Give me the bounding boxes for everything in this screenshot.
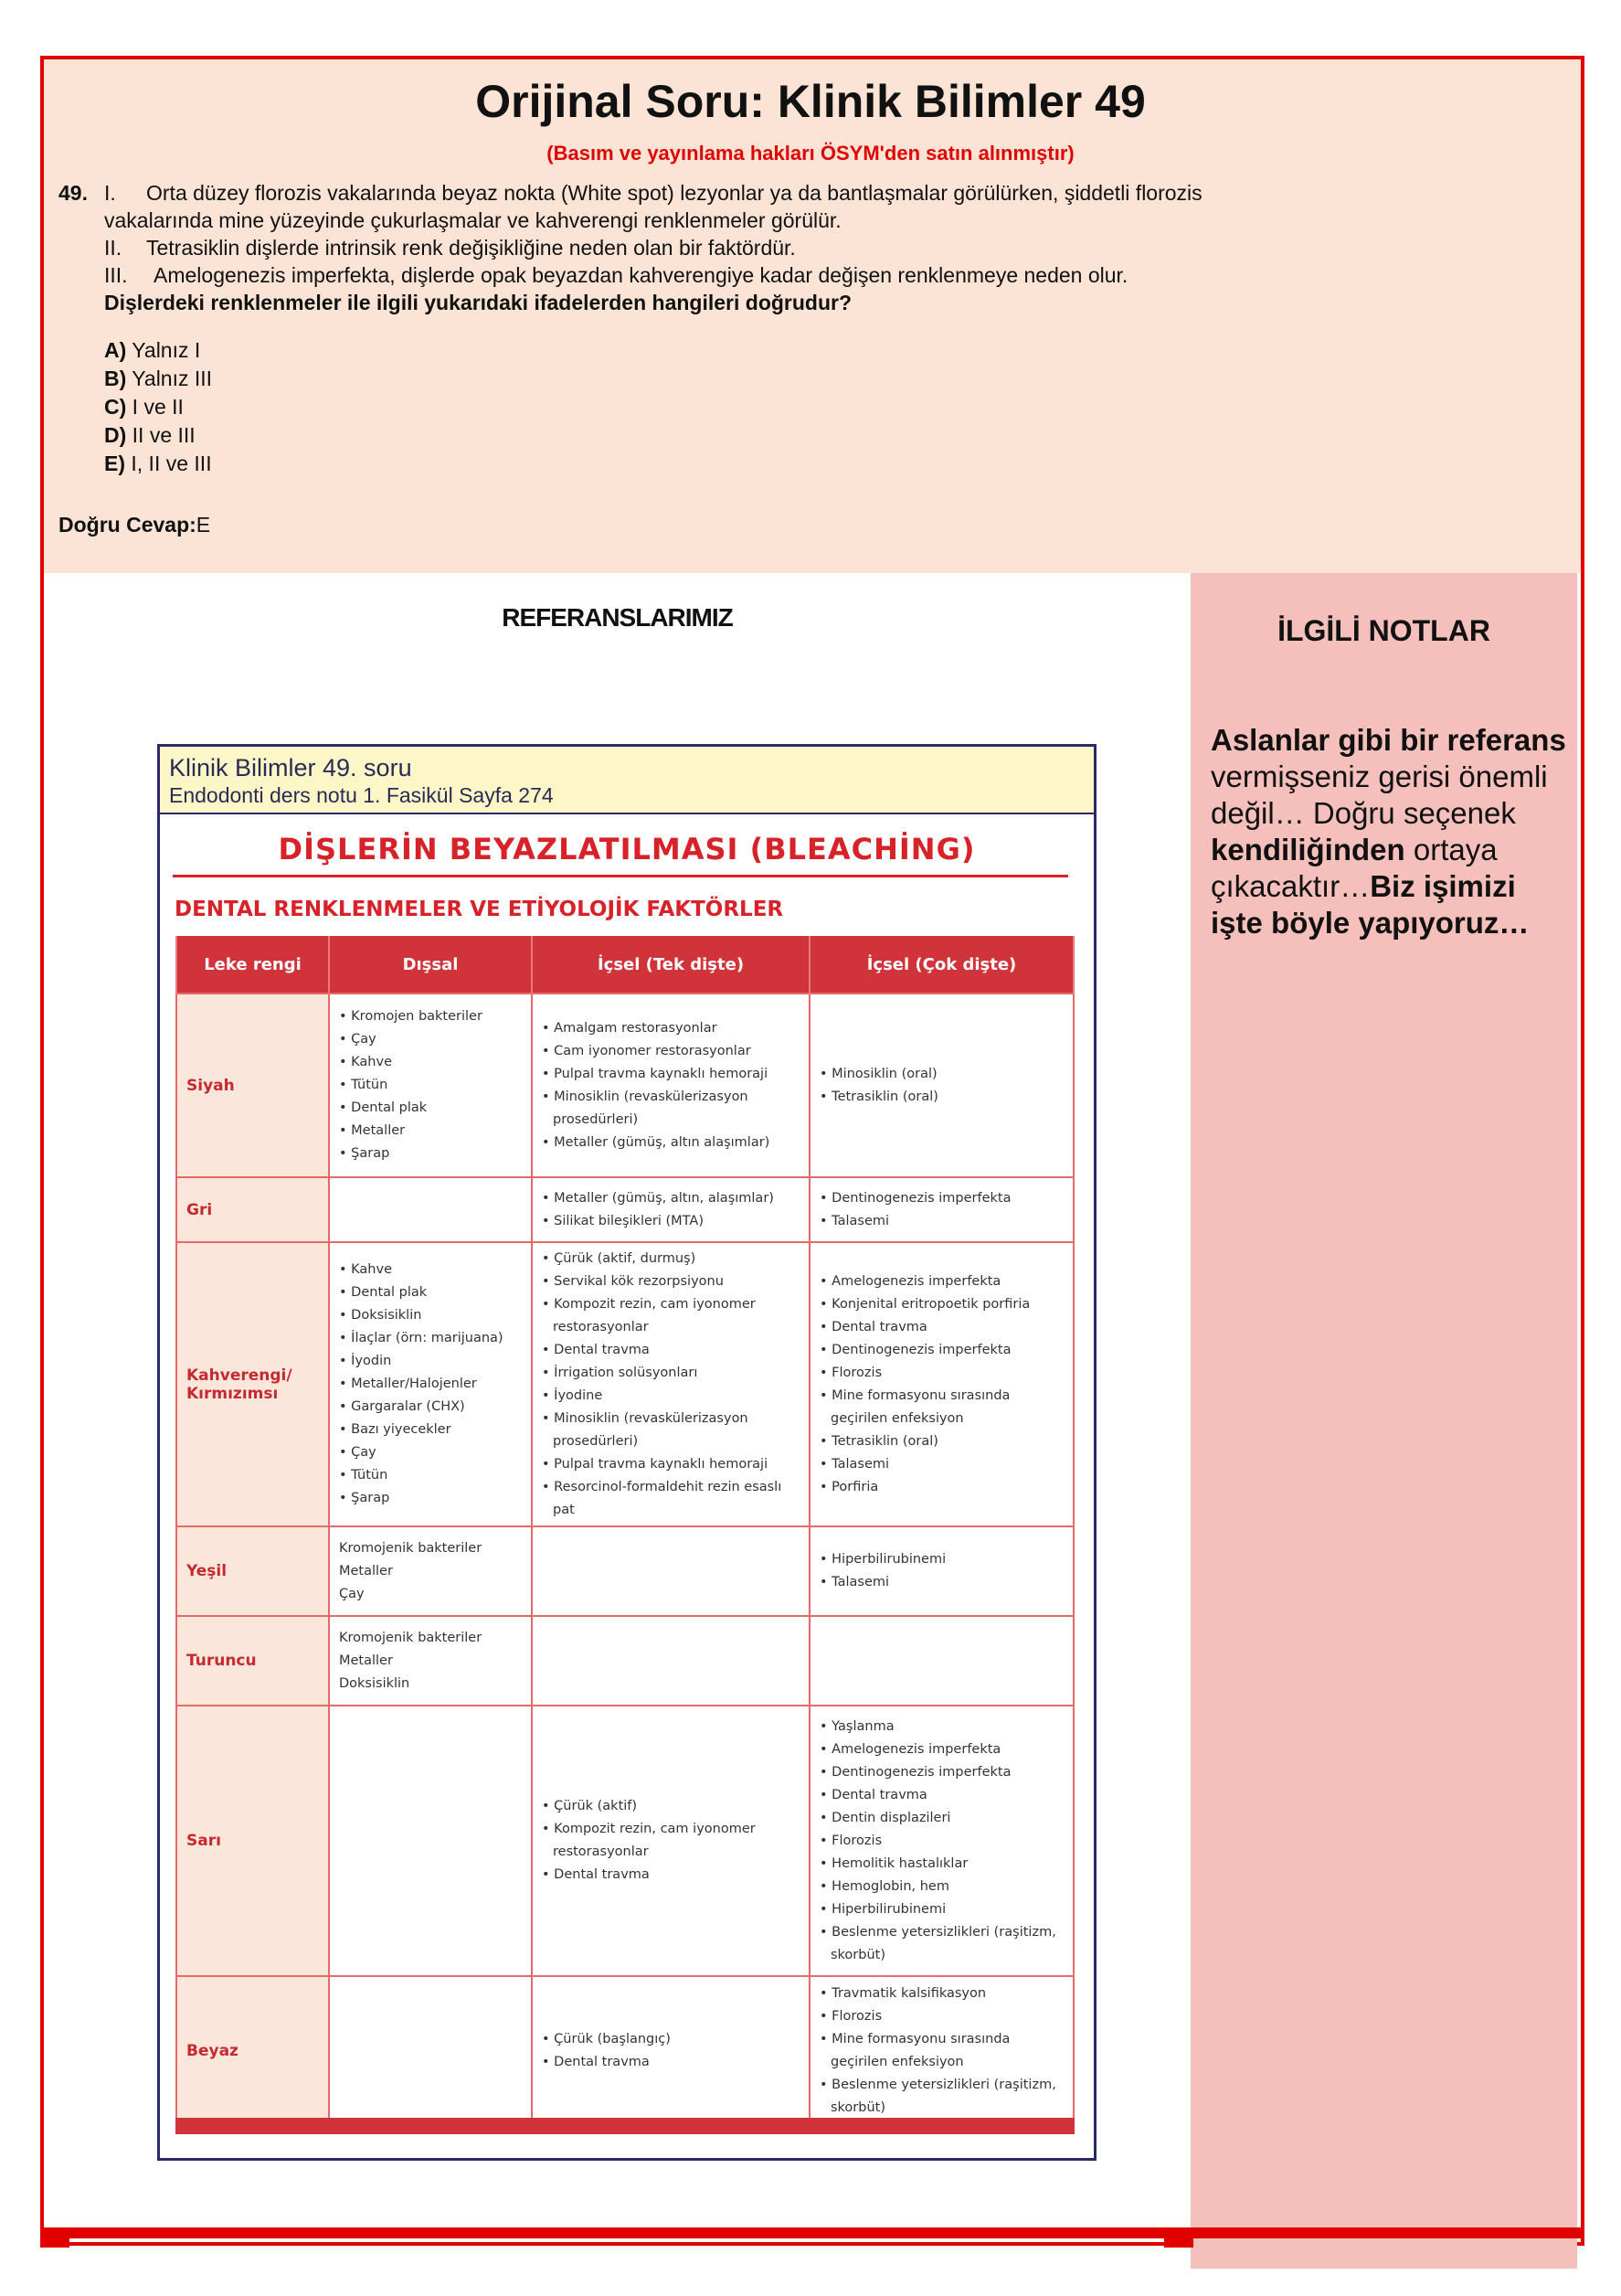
list-item: • Servikal kök rezorpsiyonu [542, 1270, 800, 1293]
list-item: • Çürük (aktif, durmuş) [542, 1248, 800, 1270]
table-cell [532, 1706, 810, 1976]
table-row [176, 994, 1074, 1177]
list-item: • Hemolitik hastalıklar [820, 1853, 1064, 1876]
list-item: • Dental travma [542, 2051, 800, 2074]
reference-card [157, 744, 1097, 2161]
list-item: • Şarap [339, 1143, 522, 1165]
list-item: • Minosiklin (oral) [820, 1063, 1064, 1086]
list-item: • Hiperbilirubinemi [820, 1898, 1064, 1921]
list-item: • Minosiklin (revaskülerizasyon prosedürleri) [542, 1408, 800, 1453]
list-item: • Tütün [339, 1464, 522, 1487]
stain-table [175, 936, 1075, 2126]
list-item: • Cam iyonomer restorasyonlar [542, 1040, 800, 1063]
list-item: • Talasemi [820, 1453, 1064, 1476]
stain-color-cell: Yeşil [176, 1526, 329, 1616]
list-item: Metaller [339, 1563, 393, 1578]
column-header: İçsel (Çok dişte) [810, 936, 1074, 994]
list-item: • İrrigation solüsyonları [542, 1362, 800, 1385]
page-bottom-bar [40, 2227, 1581, 2238]
statement-text: Tetrasiklin dişlerde intrinsik renk değişikliğine neden olan bir faktördür. [146, 236, 796, 260]
list-item: Kromojenik bakteriler [339, 1630, 482, 1645]
stain-color-cell: Sarı [176, 1706, 329, 1976]
list-item: • Porfiria [820, 1476, 1064, 1499]
list-item: • Metaller/Halojenler [339, 1373, 522, 1396]
list-item: • Beslenme yetersizlikleri (raşitizm, skorbüt) [820, 2074, 1064, 2120]
list-item: • Beslenme yetersizlikleri (raşitizm, skorbüt) [820, 1921, 1064, 1967]
list-item: • İyodine [542, 1385, 800, 1408]
list-item: • Dentinogenezis imperfekta [820, 1339, 1064, 1362]
divider [173, 875, 1068, 877]
table-cell [532, 994, 810, 1177]
table-cell [810, 1706, 1074, 1976]
list-item: • Tütün [339, 1074, 522, 1097]
list-item: Çay [339, 1586, 365, 1601]
list-item: • Kompozit rezin, cam iyonomer restorasyonlar [542, 1818, 800, 1864]
statement-text: vakalarında mine yüzeyinde çukurlaşmalar ve kahverengi renklenmeler görülür. [104, 208, 842, 232]
table-footer-bar [175, 2118, 1075, 2134]
list-item: • Florozis [820, 1830, 1064, 1853]
reference-card-section: DENTAL RENKLENMELER VE ETİYOLOJİK FAKTÖRLER [175, 898, 784, 921]
column-header: Dışsal [329, 936, 532, 994]
list-item: • Mine formasyonu sırasında geçirilen enfeksiyon [820, 2028, 1064, 2074]
list-item: • Doksisiklin [339, 1304, 522, 1327]
list-item: • Kahve [339, 1259, 522, 1281]
table-row [176, 1616, 1074, 1706]
table-cell [532, 1177, 810, 1242]
stain-color-cell: Kahverengi/ Kırmızımsı [176, 1242, 329, 1526]
table-cell [810, 1242, 1074, 1526]
list-item: • Gargaralar (CHX) [339, 1396, 522, 1419]
stain-color-cell: Turuncu [176, 1616, 329, 1706]
list-item: • Resorcinol-formaldehit rezin esaslı pat [542, 1476, 800, 1522]
list-item: • Metaller (gümüş, altın alaşımlar) [542, 1132, 800, 1154]
table-cell [810, 1616, 1074, 1706]
list-item: • Kahve [339, 1051, 522, 1074]
column-header: İçsel (Tek dişte) [532, 936, 810, 994]
list-item: • Şarap [339, 1487, 522, 1510]
answer-options [104, 336, 212, 478]
reference-card-header [160, 747, 1094, 814]
copyright-notice: (Basım ve yayınlama hakları ÖSYM'den satın alınmıştır) [546, 142, 1075, 165]
list-item: • Dentinogenezis imperfekta [820, 1187, 1064, 1210]
list-item: • Florozis [820, 1362, 1064, 1385]
table-cell [329, 1526, 532, 1616]
list-item: • İlaçlar (örn: marijuana) [339, 1327, 522, 1350]
references-title: REFERANSLARIMIZ [502, 603, 733, 632]
list-item: • Dentinogenezis imperfekta [820, 1761, 1064, 1784]
list-item: • Silikat bileşikleri (MTA) [542, 1210, 800, 1233]
table-cell [532, 1242, 810, 1526]
statement-text: Orta düzey florozis vakalarında beyaz nokta (White spot) lezyonlar ya da bantlaşmalar görülürken, şiddetli florozis [146, 181, 1203, 205]
list-item: • Talasemi [820, 1210, 1064, 1233]
table-row [176, 1526, 1074, 1616]
list-item: • Çürük (başlangıç) [542, 2028, 800, 2051]
table-cell [329, 1706, 532, 1976]
stain-color-cell: Gri [176, 1177, 329, 1242]
option-a: A) Yalnız I [104, 338, 201, 362]
option-b: B) Yalnız III [104, 367, 213, 390]
table-cell [810, 1526, 1074, 1616]
table-cell [329, 1242, 532, 1526]
list-item: • Amelogenezis imperfekta [820, 1738, 1064, 1761]
statement-roman: I. [104, 181, 116, 205]
list-item: • Kromojen bakteriler [339, 1005, 522, 1028]
list-item: Metaller [339, 1653, 393, 1668]
list-item: • Kompozit rezin, cam iyonomer restorasyonlar [542, 1293, 800, 1339]
list-item: • Minosiklin (revaskülerizasyon prosedürleri) [542, 1086, 800, 1132]
table-row [176, 1706, 1074, 1976]
list-item: • Talasemi [820, 1571, 1064, 1594]
reference-card-source: Klinik Bilimler 49. soru [169, 754, 412, 781]
table-row [176, 1242, 1074, 1526]
option-c: C) I ve II [104, 395, 184, 419]
table-row [176, 1976, 1074, 2125]
list-item: Doksisiklin [339, 1675, 410, 1691]
reference-card-page: Endodonti ders notu 1. Fasikül Sayfa 274 [169, 783, 554, 807]
statement-1 [104, 179, 1203, 207]
question-number: 49. [58, 181, 88, 205]
column-header: Leke rengi [176, 936, 329, 994]
table-cell [329, 1177, 532, 1242]
list-item: • Konjenital eritropoetik porfiria [820, 1293, 1064, 1316]
table-cell [532, 1976, 810, 2125]
list-item: • Tetrasiklin (oral) [820, 1430, 1064, 1453]
list-item: • Dental travma [820, 1316, 1064, 1339]
stain-color-cell: Siyah [176, 994, 329, 1177]
correct-answer: Doğru Cevap:E [58, 513, 211, 537]
table-cell [329, 994, 532, 1177]
question-prompt: Dişlerdeki renklenmeler ile ilgili yukarıdaki ifadelerden hangileri doğrudur? [104, 291, 853, 314]
table-cell [532, 1526, 810, 1616]
reference-card-title: DİŞLERİN BEYAZLATILMASI (BLEACHİNG) [278, 832, 976, 866]
list-item: • Tetrasiklin (oral) [820, 1086, 1064, 1109]
statement-1-cont [104, 207, 842, 234]
statement-3 [104, 261, 1128, 289]
list-item: • Travmatik kalsifikasyon [820, 1982, 1064, 2005]
list-item: • Dentin displazileri [820, 1807, 1064, 1830]
list-item: • Dental plak [339, 1281, 522, 1304]
table-cell [329, 1616, 532, 1706]
notes-body: Aslanlar gibi bir referans vermişseniz gerisi önemli değil… Doğru seçenek kendiliğinden ortaya çıkacaktır…Biz işimizi işte böyle yapıyoruz… [1211, 723, 1566, 940]
list-item: • Çay [339, 1028, 522, 1051]
list-item: • Metaller [339, 1120, 522, 1143]
page-title: Orijinal Soru: Klinik Bilimler 49 [475, 76, 1146, 127]
stain-color-cell: Beyaz [176, 1976, 329, 2125]
page-corner-mark [1164, 2227, 1193, 2248]
statement-roman: II. [104, 236, 122, 260]
list-item: • Pulpal travma kaynaklı hemoraji [542, 1453, 800, 1476]
table-header-row [176, 936, 1074, 994]
list-item: • Hemoglobin, hem [820, 1876, 1064, 1898]
table-row [176, 1177, 1074, 1242]
list-item: • Dental travma [542, 1339, 800, 1362]
list-item: • Florozis [820, 2005, 1064, 2028]
statement-text: Amelogenezis imperfekta, dişlerde opak beyazdan kahverengiye kadar değişen renklenmeye neden olur. [154, 263, 1128, 287]
list-item: • Mine formasyonu sırasında geçirilen enfeksiyon [820, 1385, 1064, 1430]
list-item: • İyodin [339, 1350, 522, 1373]
list-item: • Dental travma [542, 1864, 800, 1887]
table-cell [810, 994, 1074, 1177]
list-item: Kromojenik bakteriler [339, 1540, 482, 1556]
list-item: • Hiperbilirubinemi [820, 1548, 1064, 1571]
table-cell [810, 1976, 1074, 2125]
list-item: • Çürük (aktif) [542, 1795, 800, 1818]
option-d: D) II ve III [104, 423, 196, 447]
table-cell [329, 1976, 532, 2125]
list-item: • Bazı yiyecekler [339, 1419, 522, 1441]
statement-roman: III. [104, 263, 128, 287]
page-corner-mark [40, 2227, 69, 2248]
notes-title: İLGİLİ NOTLAR [1277, 614, 1490, 647]
list-item: • Metaller (gümüş, altın, alaşımlar) [542, 1187, 800, 1210]
list-item: • Pulpal travma kaynaklı hemoraji [542, 1063, 800, 1086]
list-item: • Dental travma [820, 1784, 1064, 1807]
list-item: • Amalgam restorasyonlar [542, 1017, 800, 1040]
option-e: E) I, II ve III [104, 452, 212, 475]
list-item: • Amelogenezis imperfekta [820, 1270, 1064, 1293]
list-item: • Yaşlanma [820, 1716, 1064, 1738]
statement-2 [104, 234, 796, 261]
list-item: • Çay [339, 1441, 522, 1464]
table-cell [810, 1177, 1074, 1242]
table-cell [532, 1616, 810, 1706]
list-item: • Dental plak [339, 1097, 522, 1120]
